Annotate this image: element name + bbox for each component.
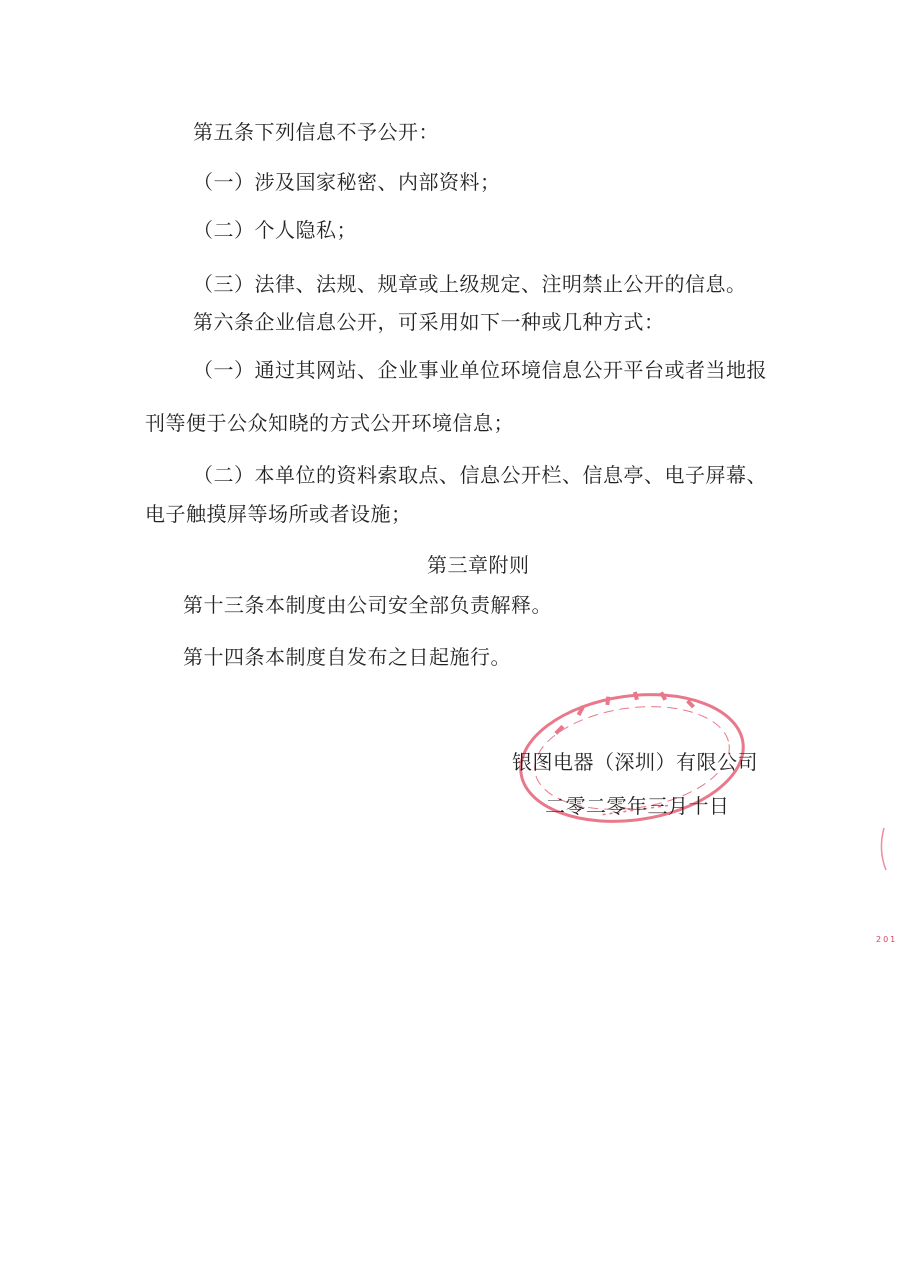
signature-date: 二零二零年三月十日 bbox=[545, 794, 730, 818]
list-item-continued: 电子触摸屏等场所或者设施； bbox=[145, 502, 412, 526]
list-item: （三）法律、法规、规章或上级规定、注明禁止公开的信息。 bbox=[193, 272, 747, 296]
list-item: （一）通过其网站、企业事业单位环境信息公开平台或者当地报 bbox=[193, 358, 767, 382]
list-item: （二）个人隐私； bbox=[193, 218, 357, 242]
article-6: 第六条企业信息公开，可采用如下一种或几种方式： bbox=[193, 310, 665, 334]
signature-company: 银图电器（深圳）有限公司 bbox=[512, 750, 758, 774]
edge-stamp-number: 201 bbox=[876, 935, 898, 944]
article-5: 第五条下列信息不予公开： bbox=[193, 120, 439, 144]
chapter-title: 第三章附则 bbox=[427, 553, 530, 577]
article-13: 第十三条本制度由公司安全部负责解释。 bbox=[183, 593, 552, 617]
list-item: （二）本单位的资料索取点、信息公开栏、信息亭、电子屏幕、 bbox=[193, 463, 767, 487]
list-item: （一）涉及国家秘密、内部资料； bbox=[193, 170, 501, 194]
article-14: 第十四条本制度自发布之日起施行。 bbox=[183, 645, 511, 669]
edge-stamp-fragment bbox=[872, 825, 902, 875]
list-item-continued: 刊等便于公众知晓的方式公开环境信息； bbox=[145, 411, 514, 435]
